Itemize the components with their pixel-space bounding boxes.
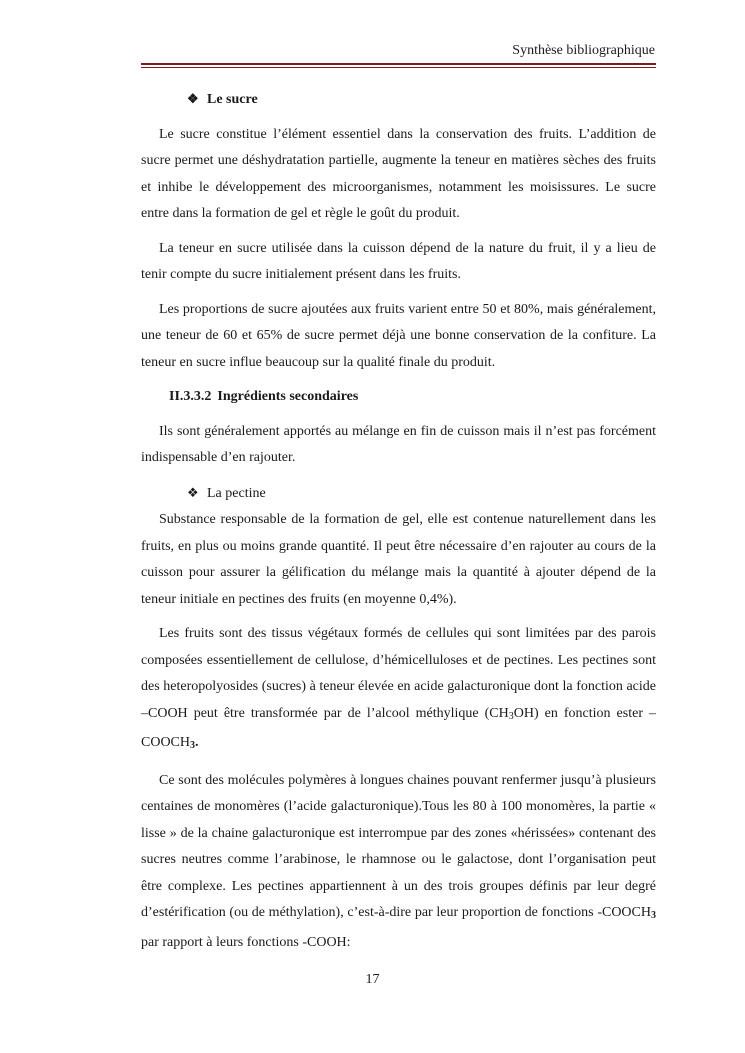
page-number: 17 <box>365 972 380 987</box>
heading-le-sucre <box>141 86 656 114</box>
header-rule-thin <box>141 67 656 68</box>
paragraph: Le sucre constitue l’élément essentiel dans la conservation des fruits. L’addition de sucre permet une déshydratation partielle, augmente la teneur en matières sèches des fruits et inhibe le développement des microorganismes, notamment les moisissures. Le sucre entre dans la formation de gel et règle le goût du produit. <box>141 126 656 221</box>
paragraph: Ils sont généralement apportés au mélange en fin de cuisson mais il n’est pas forcément indispensable d’en rajouter. <box>141 423 656 465</box>
running-header: Synthèse bibliographique <box>512 43 655 58</box>
header-rule-thick <box>141 63 656 65</box>
subsection-heading <box>141 384 656 411</box>
subsection-number: II.3.3.2 <box>169 389 212 404</box>
heading-text: La pectine <box>207 485 266 501</box>
paragraph: Substance responsable de la formation de gel, elle est contenue naturellement dans les fruits, en plus ou moins grande quantité. Il peut être nécessaire d’en rajouter au cours de la cuisson pour assurer la gélification du mélange mais la quantité à ajouter dépend de la teneur initiale en pectines des fruits (en moyenne 0,4%). <box>141 512 656 607</box>
heading-la-pectine <box>141 480 656 508</box>
diamond-bullet-icon: ❖ <box>187 91 199 106</box>
paragraph: Les fruits sont des tissus végétaux formés de cellules qui sont limitées par des parois composées essentiellement de cellulose, d’hémicelluloses et de pectines. Les pectines sont des heteropolyosides (sucres) à teneur élevée en acide galacturonique dont la fonction acide –COOH peut être transformée par de l’alcool méthylique $(CH_3OH)$ en fonction ester $-COOCH_3$. <box>141 626 656 751</box>
heading-text: Le sucre <box>207 92 258 107</box>
subsection-title: Ingrédients secondaires <box>217 389 359 404</box>
paragraph: Ce sont des molécules polymères à longues chaines pouvant renfermer jusqu’à plusieurs centaines de monomères (l’acide galacturonique).Tous les 80 à 100 monomères, la partie « lisse » de la chaine galacturonique est interrompue par des zones «hérissées» contenant des sucres neutres comme l’arabinose, le rhamnose ou le galactose, dont l’organisation peut être complexe. Les pectines appartiennent à un des trois groupes définis par leur degré d’estérification (ou de méthylation), c’est-à-dire par leur proportion de fonctions $-COOCH_3$ par rapport à leurs fonctions -COOH: <box>141 772 656 950</box>
paragraph: Les proportions de sucre ajoutées aux fruits varient entre 50 et 80%, mais généralement, une teneur de 60 et 65% de sucre permet déjà une bonne conservation de la confiture. La teneur en sucre influe beaucoup sur la qualité finale du produit. <box>141 301 656 370</box>
body-text <box>141 86 656 964</box>
diamond-bullet-icon: ❖ <box>187 484 199 500</box>
paragraph: La teneur en sucre utilisée dans la cuisson dépend de la nature du fruit, il y a lieu de tenir compte du sucre initialement présent dans les fruits. <box>141 240 656 282</box>
